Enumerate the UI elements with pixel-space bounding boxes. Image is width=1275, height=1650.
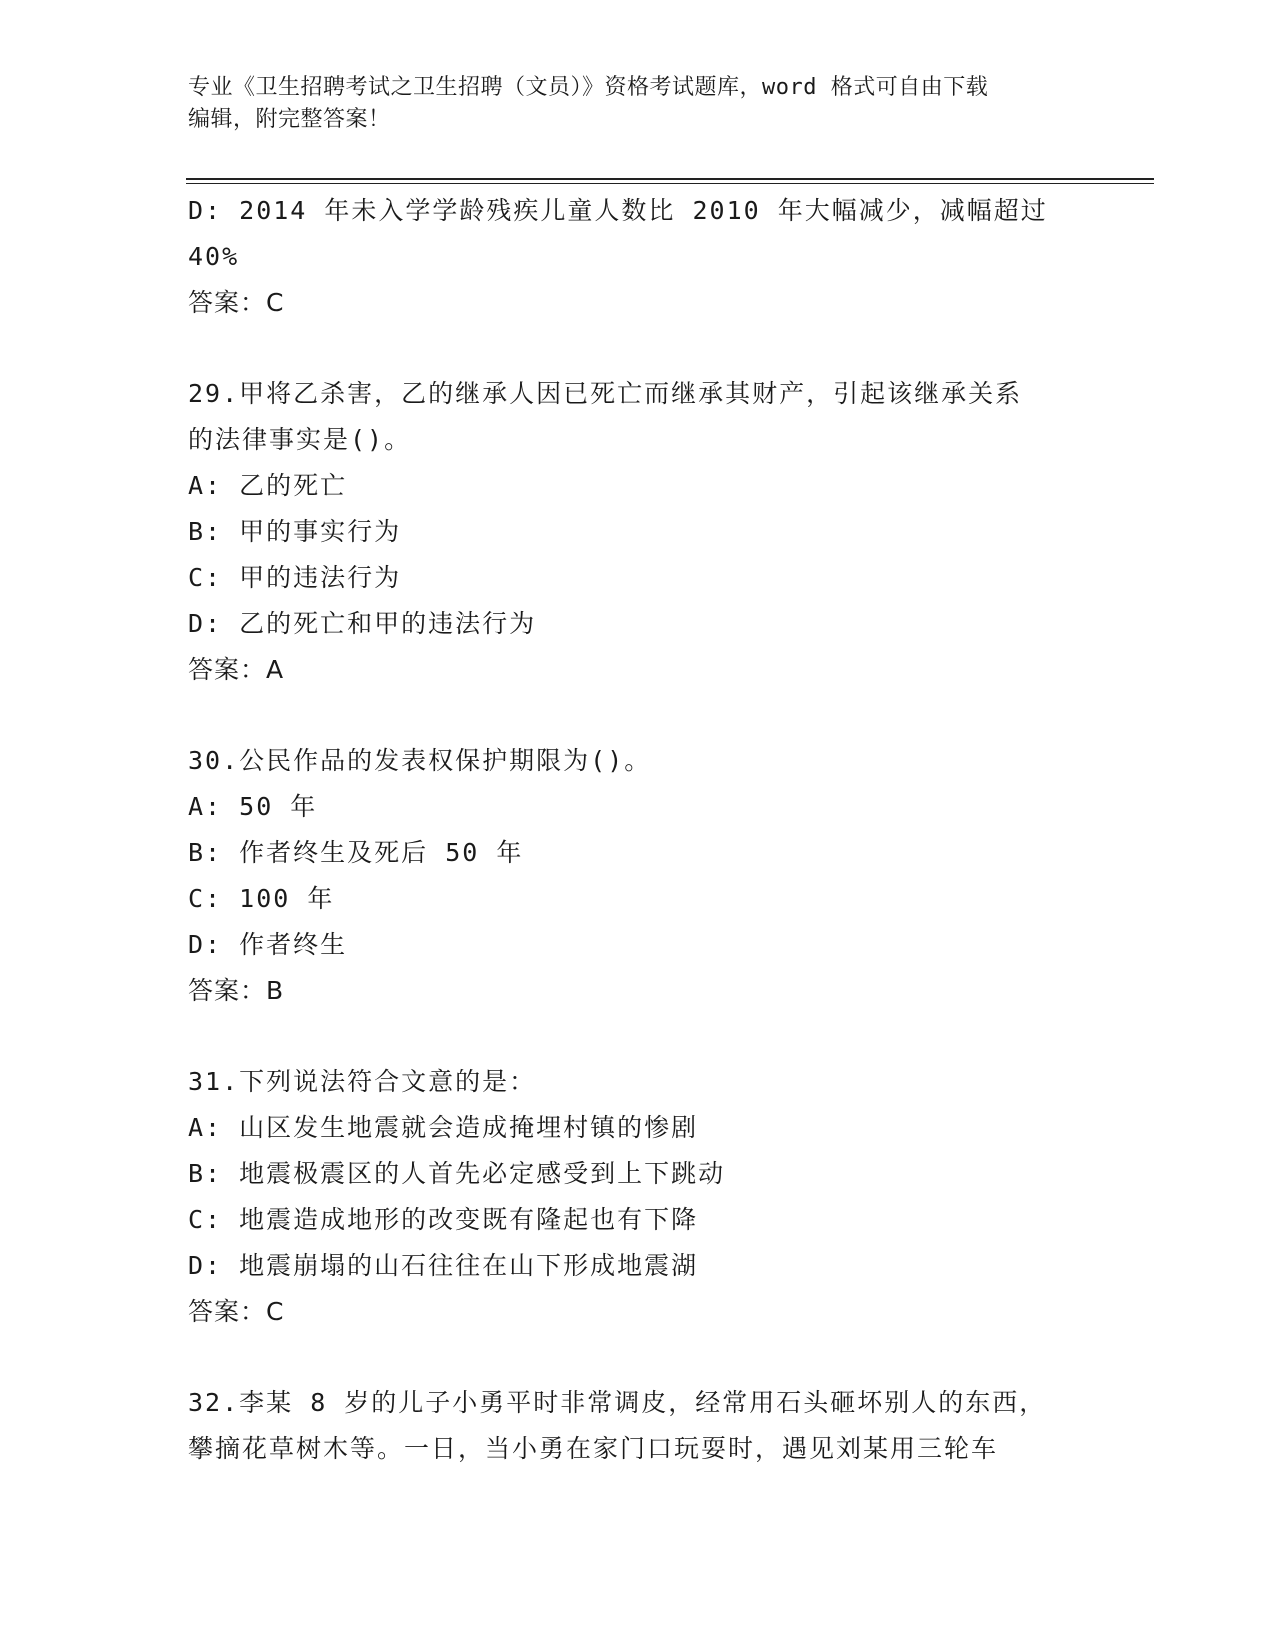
- question-list: [188, 188, 1088, 1472]
- header-divider-thin: [186, 183, 1154, 184]
- option-c: C: 甲的违法行为: [188, 563, 402, 592]
- option-b: B: 甲的事实行为: [188, 517, 402, 546]
- previous-question-tail: [188, 188, 1088, 326]
- option-d: D: 作者终生: [188, 930, 348, 959]
- option-a: A: 50 年: [188, 792, 318, 821]
- header-line-2: 编辑，附完整答案！: [188, 107, 391, 132]
- question-stem-continued: 的法律事实是()。: [188, 425, 412, 454]
- option-b: B: 地震极震区的人首先必定感受到上下跳动: [188, 1159, 726, 1188]
- answer-label: 答案：B: [188, 976, 285, 1005]
- question-29: [188, 371, 1088, 693]
- question-30: [188, 738, 1088, 1014]
- option-b: B: 作者终生及死后 50 年: [188, 838, 524, 867]
- option-d: D: 2014 年未入学学龄残疾儿童人数比 2010 年大幅减少，减幅超过: [188, 196, 1048, 225]
- document-header: [188, 72, 1088, 136]
- option-a: A: 乙的死亡: [188, 471, 348, 500]
- header-line-1: 专业《卫生招聘考试之卫生招聘（文员）》资格考试题库，word 格式可自由下载: [188, 75, 989, 100]
- header-divider: [186, 178, 1154, 180]
- option-d: D: 地震崩塌的山石往往在山下形成地震湖: [188, 1251, 699, 1280]
- option-d: D: 乙的死亡和甲的违法行为: [188, 609, 537, 638]
- answer-label: 答案：A: [188, 655, 285, 684]
- option-a: A: 山区发生地震就会造成掩埋村镇的惨剧: [188, 1113, 699, 1142]
- question-stem: 32.李某 8 岁的儿子小勇平时非常调皮，经常用石头砸坏别人的东西，: [188, 1388, 1047, 1417]
- option-c: C: 100 年: [188, 884, 335, 913]
- option-c: C: 地震造成地形的改变既有隆起也有下降: [188, 1205, 699, 1234]
- question-stem: 31.下列说法符合文意的是：: [188, 1067, 537, 1096]
- question-stem: 29.甲将乙杀害，乙的继承人因已死亡而继承其财产，引起该继承关系: [188, 379, 1023, 408]
- option-d-continued: 40%: [188, 242, 240, 271]
- question-stem: 30.公民作品的发表权保护期限为()。: [188, 746, 652, 775]
- answer-label: 答案：C: [188, 1297, 285, 1326]
- answer-label: 答案：C: [188, 288, 285, 317]
- question-31: [188, 1059, 1088, 1335]
- question-stem-continued: 攀摘花草树木等。一日，当小勇在家门口玩耍时，遇见刘某用三轮车: [188, 1434, 999, 1463]
- question-32: [188, 1380, 1088, 1472]
